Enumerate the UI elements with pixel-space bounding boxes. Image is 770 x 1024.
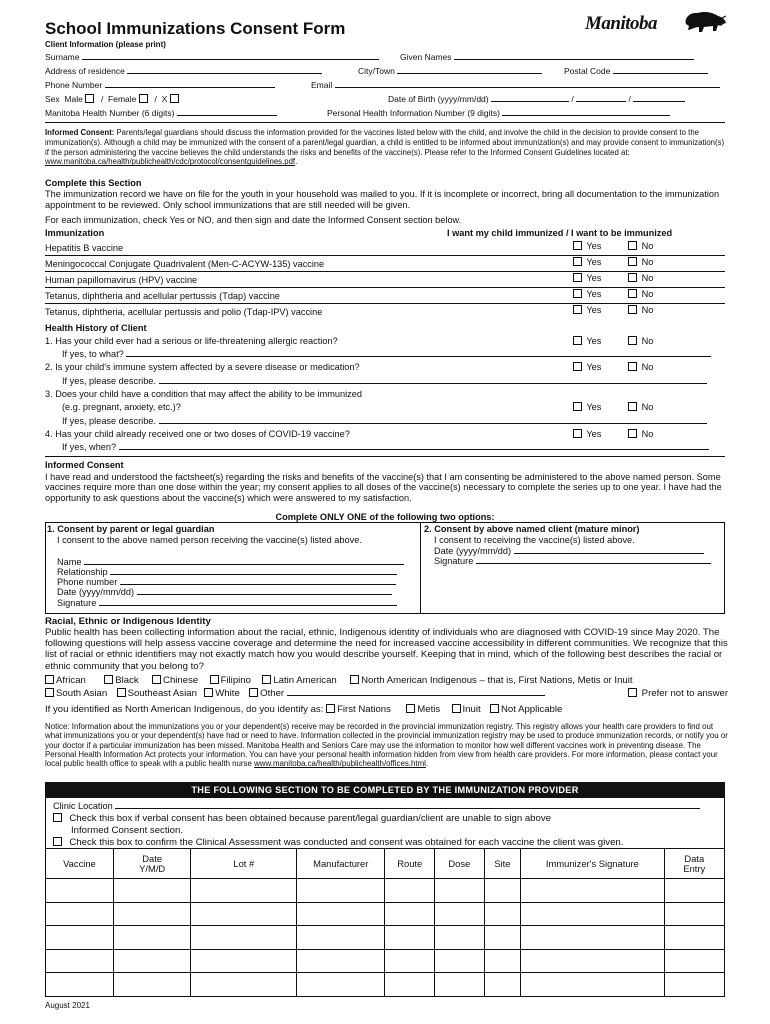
provider-table-header [46, 849, 725, 879]
option-not-applicable[interactable] [490, 704, 562, 715]
mhn-field[interactable] [45, 108, 277, 118]
signature-label: Signature [434, 556, 474, 566]
table-cell[interactable] [46, 949, 114, 973]
checkbox-icon[interactable] [406, 704, 415, 713]
surname-label: Surname [45, 52, 80, 62]
consent-guidelines-link[interactable]: www.manitoba.ca/health/publichealth/cdc/protocol/consentguidelines.pdf [45, 157, 296, 167]
option-southeast-asian[interactable] [117, 688, 197, 699]
email-label: Email [311, 80, 333, 90]
racial-heading: Racial, Ethnic or Indigenous Identity [45, 616, 211, 627]
q3-no[interactable] [628, 402, 653, 413]
sex-field [45, 94, 181, 104]
table-cell[interactable] [435, 949, 485, 973]
table-cell[interactable] [191, 926, 297, 950]
table-cell[interactable] [664, 902, 724, 926]
dob-label: Date of Birth (yyyy/mm/dd) [388, 94, 489, 104]
checkbox-icon[interactable] [628, 429, 637, 438]
page-title: School Immunizations Consent Form [45, 19, 346, 38]
no-label: No [641, 402, 654, 412]
checkbox-icon[interactable] [628, 362, 637, 371]
period: . [425, 759, 429, 769]
q2-follow-label: If yes, please describe. [62, 376, 156, 386]
column-header: Lot # [191, 849, 297, 879]
racial-row-2 [45, 688, 545, 699]
table-cell[interactable] [435, 973, 485, 997]
dob-separator: / [571, 94, 574, 104]
yes-label: Yes [586, 305, 602, 315]
table-cell[interactable] [484, 949, 521, 973]
table-cell[interactable] [191, 902, 297, 926]
checkbox-icon[interactable] [262, 675, 271, 684]
checkbox-icon[interactable] [53, 813, 62, 822]
surname-field[interactable] [45, 52, 379, 62]
table-cell[interactable] [521, 879, 664, 903]
vaccine-no[interactable] [628, 305, 653, 316]
yes-label: Yes [586, 289, 602, 299]
q3-yes[interactable] [573, 402, 601, 413]
q4-yes[interactable] [573, 429, 601, 440]
table-cell[interactable] [113, 879, 191, 903]
column-header: Manufacturer [297, 849, 385, 879]
q1-no[interactable] [628, 336, 653, 347]
options-divider [420, 522, 421, 614]
checkbox-icon[interactable] [628, 289, 637, 298]
column-header: Vaccine [46, 849, 114, 879]
q3-follow-field[interactable] [62, 416, 707, 427]
checkbox-icon[interactable] [152, 675, 161, 684]
dob-separator: / [628, 94, 631, 104]
checkbox-icon[interactable] [573, 257, 582, 266]
vaccine-name: Human papillomavirus (HPV) vaccine [45, 275, 198, 285]
clinic-location-label: Clinic Location [53, 801, 113, 811]
vaccine-no[interactable] [628, 289, 653, 300]
option-black[interactable] [104, 675, 138, 686]
table-cell[interactable] [297, 902, 385, 926]
checkbox-icon[interactable] [350, 675, 359, 684]
column-header: Site [484, 849, 521, 879]
q1-yes[interactable] [573, 336, 601, 347]
q4-no[interactable] [628, 429, 653, 440]
notice-text [45, 722, 728, 768]
checkbox-icon[interactable] [452, 704, 461, 713]
table-cell[interactable] [191, 973, 297, 997]
q3-follow-label: If yes, please describe. [62, 416, 156, 426]
vaccine-name: Meningococcal Conjugate Quadrivalent (Men-C-ACYW-135) vaccine [45, 259, 325, 269]
racial-text: Public health has been collecting information about the racial, ethnic, Indigenous identity of individuals who are diagnosed with COVID-19 since May 2020. The following questions will help assess vaccine coverage and determine the need for increased vaccine accessibility in different communities. We recognize that this list of racial or ethnic identifiers may not exactly match how you would describe yourself. Keeping that in mind, which of the following best describes the racial or ethnic community that you belong to? [45, 627, 728, 672]
option1-date-field[interactable] [57, 587, 392, 598]
no-label: No [641, 241, 654, 251]
complete-section-heading: Complete this Section [45, 178, 142, 188]
address-label: Address of residence [45, 66, 125, 76]
table-cell[interactable] [484, 973, 521, 997]
option-label: Inuit [462, 704, 481, 715]
provider-banner-text: THE FOLLOWING SECTION TO BE COMPLETED BY THE IMMUNIZATION PROVIDER [191, 785, 579, 795]
indigenous-question-label: If you identified as North American Indigenous, do you identify as: [45, 704, 324, 715]
option2-text: I consent to receiving the vaccine(s) listed above. [434, 535, 635, 545]
email-field[interactable] [311, 80, 720, 90]
divider [45, 122, 725, 123]
option-first-nations[interactable] [326, 704, 391, 715]
verbal-consent-check[interactable] [53, 813, 551, 824]
table-cell[interactable] [46, 926, 114, 950]
date-label: Date (yyyy/mm/dd) [434, 546, 512, 556]
table-cell[interactable] [385, 902, 435, 926]
q1-follow-label: If yes, to what? [62, 349, 124, 359]
option-prefer-not[interactable] [628, 688, 728, 699]
column-header: Data Entry [664, 849, 724, 879]
q2-text: 2. Is your child's immune system affected by a severe disease or medication? [45, 362, 360, 372]
vaccine-no[interactable] [628, 273, 653, 284]
informed-consent-text: I have read and understood the factsheet(s) regarding the risks and benefits of the vaccine(s) that I am consenting be administered to the above named person. Some vaccines require more than one dose within the year; my consent applies to all doses of the vaccine(s) necessary to complete the series up to one year. I have had the opportunity to ask questions about the vaccine(s) which were answered to my satisfaction. [45, 472, 722, 503]
address-field[interactable] [45, 66, 322, 76]
column-header: Immunizer's Signature [521, 849, 664, 879]
table-cell[interactable] [113, 926, 191, 950]
option-inuit[interactable] [452, 704, 481, 715]
phone-field[interactable] [45, 80, 275, 90]
city-label: City/Town [358, 66, 395, 76]
table-row [46, 879, 725, 903]
q4-follow-field[interactable] [62, 442, 709, 453]
table-cell[interactable] [385, 973, 435, 997]
checkbox-icon[interactable] [210, 675, 219, 684]
option-label: Prefer not to answer [641, 688, 729, 699]
checkbox-icon[interactable] [573, 273, 582, 282]
table-cell[interactable] [521, 949, 664, 973]
table-cell[interactable] [435, 902, 485, 926]
notice-body: Notice: Information about the immunizations you or your dependent(s) receive may be recorded in the provincial immunization registry. This registry allows your health care providers to find out what immunizations you or your dependent(s) have had or need to have. Information collected in the provincial immunization registry may be used to produce immunization records, or notify you or your doctor if a particular immunization has been missed. Manitoba Health and Seniors Care may use the information to monitor how well different vaccines work in preventing disease. The Personal Health Information Act protects your information. You can have your personal health information hidden from view from health care providers. For more information, please contact your local public health office to speak with a public health nurse [45, 722, 728, 769]
q3-text: 3. Does your child have a condition that may affect the ability to be immunized [45, 389, 362, 399]
relationship-label: Relationship [57, 567, 108, 577]
vaccine-name: Tetanus, diphtheria, acellular pertussis and polio (Tdap-IPV) vaccine [45, 307, 323, 317]
table-cell[interactable] [297, 879, 385, 903]
option-label: First Nations [337, 704, 391, 715]
vaccine-no[interactable] [628, 241, 653, 252]
table-cell[interactable] [664, 879, 724, 903]
offices-link[interactable]: www.manitoba.ca/health/publichealth/offices.html [254, 759, 426, 769]
table-cell[interactable] [484, 902, 521, 926]
row-divider [45, 255, 725, 256]
vaccine-yes[interactable] [573, 257, 601, 268]
option-label: Southeast Asian [127, 688, 197, 699]
q2-no[interactable] [628, 362, 653, 373]
sex-label: Sex [45, 94, 60, 104]
checkbox-icon[interactable] [490, 704, 499, 713]
table-cell[interactable] [46, 902, 114, 926]
row-divider [45, 303, 725, 304]
option-label: African [56, 675, 86, 686]
q1-follow-field[interactable] [62, 349, 711, 360]
table-cell[interactable] [664, 949, 724, 973]
option-label: Other [260, 688, 285, 699]
racial-row-1 [45, 675, 633, 686]
no-label: No [641, 336, 654, 346]
option-north-american-indigenous[interactable] [350, 675, 632, 686]
table-cell[interactable] [484, 926, 521, 950]
column-header: Date Y/M/D [113, 849, 191, 879]
table-cell[interactable] [113, 949, 191, 973]
checkbox-icon[interactable] [628, 241, 637, 250]
postal-code-field[interactable] [564, 66, 708, 76]
checkbox-icon[interactable] [628, 688, 637, 697]
table-cell[interactable] [113, 973, 191, 997]
checkbox-icon[interactable] [628, 273, 637, 282]
option1-text: I consent to the above named person receiving the vaccine(s) listed above. [57, 535, 362, 545]
x-label: X [161, 94, 168, 104]
vaccine-no[interactable] [628, 257, 653, 268]
informed-consent-intro-text: Parents/legal guardians should discuss the information provided for the vaccines listed below with the child, and involve the child in the decision to provide consent to the immunization(s). Although a child may be immunized with the consent of a parent/legal guardian, a child is entitled to be informed about immunization(s) and may provide consent to immunization(s) if the person administering the vaccine believes the child understands the risks and benefits of the vaccine(s). Please refer to the Informed Consent Guidelines located at: [45, 128, 725, 157]
option2-heading: 2. Consent by above named client (mature minor) [424, 524, 640, 534]
vaccine-yes[interactable] [573, 241, 601, 252]
q2-yes[interactable] [573, 362, 601, 373]
checkbox-icon[interactable] [104, 675, 113, 684]
no-label: No [641, 305, 654, 315]
vaccine-yes[interactable] [573, 289, 601, 300]
clinical-assessment-check[interactable] [53, 837, 623, 848]
vaccine-yes[interactable] [573, 305, 601, 316]
table-cell[interactable] [113, 902, 191, 926]
no-label: No [641, 429, 654, 439]
option-label: Not Applicable [501, 704, 563, 715]
female-checkbox[interactable] [139, 94, 148, 103]
table-cell[interactable] [385, 949, 435, 973]
checkbox-icon[interactable] [628, 305, 637, 314]
option-label: Latin American [273, 675, 337, 686]
immunized-col-header: I want my child immunized / I want to be immunized [447, 228, 673, 238]
checkbox-icon[interactable] [573, 241, 582, 250]
table-cell[interactable] [435, 879, 485, 903]
male-label: Male [64, 94, 83, 104]
table-cell[interactable] [297, 949, 385, 973]
yes-label: Yes [586, 402, 602, 412]
checkbox-icon[interactable] [53, 837, 62, 846]
option-label: North American Indigenous – that is, First Nations, Metis or Inuit [361, 675, 633, 686]
divider [45, 456, 725, 457]
phone-label: Phone Number [45, 80, 103, 90]
x-checkbox[interactable] [170, 94, 179, 103]
option1-heading: 1. Consent by parent or legal guardian [47, 524, 215, 534]
city-field[interactable] [358, 66, 542, 76]
indigenous-question [45, 704, 562, 715]
table-cell[interactable] [191, 879, 297, 903]
table-row [46, 926, 725, 950]
checkbox-icon[interactable] [45, 688, 54, 697]
clinic-location-field[interactable] [53, 801, 700, 812]
option-other[interactable] [249, 688, 545, 699]
yes-label: Yes [586, 241, 602, 251]
informed-consent-heading: Informed Consent [45, 460, 124, 470]
column-header: Dose [435, 849, 485, 879]
postal-code-label: Postal Code [564, 66, 611, 76]
immunization-col-header: Immunization [45, 228, 105, 238]
table-cell[interactable] [664, 926, 724, 950]
table-cell[interactable] [385, 926, 435, 950]
phin-field[interactable] [327, 108, 670, 118]
option-label: Chinese [163, 675, 199, 686]
option2-signature-field[interactable] [434, 556, 711, 567]
option-metis[interactable] [406, 704, 440, 715]
date-label: Date (yyyy/mm/dd) [57, 587, 135, 597]
logo-text: Manitoba [585, 13, 658, 34]
phone-number-label: Phone number [57, 577, 118, 587]
checkbox-icon[interactable] [573, 362, 582, 371]
checkbox-icon[interactable] [573, 305, 582, 314]
table-cell[interactable] [484, 879, 521, 903]
option-label: Black [115, 675, 139, 686]
verbal-consent-label-2: Informed Consent section. [71, 825, 183, 836]
yes-label: Yes [586, 257, 602, 267]
table-cell[interactable] [521, 926, 664, 950]
informed-consent-intro [45, 128, 725, 167]
table-cell[interactable] [664, 973, 724, 997]
no-label: No [641, 273, 654, 283]
table-cell[interactable] [46, 879, 114, 903]
option1-signature-field[interactable] [57, 598, 397, 609]
checkbox-icon[interactable] [573, 336, 582, 345]
q2-follow-field[interactable] [62, 376, 707, 387]
client-info-heading: Client Information (please print) [45, 40, 166, 49]
checkbox-icon[interactable] [117, 688, 126, 697]
clinical-assessment-label: Check this box to confirm the Clinical Assessment was conducted and consent was obtained for each vaccine the client was given. [69, 837, 624, 848]
yes-label: Yes [586, 336, 602, 346]
option-chinese[interactable] [152, 675, 198, 686]
checkbox-icon[interactable] [628, 402, 637, 411]
yes-label: Yes [586, 429, 602, 439]
table-cell[interactable] [297, 926, 385, 950]
checkbox-icon[interactable] [573, 289, 582, 298]
signature-label: Signature [57, 598, 97, 608]
q1-text: 1. Has your child ever had a serious or life-threatening allergic reaction? [45, 336, 338, 346]
provider-table [45, 848, 725, 997]
health-history-heading: Health History of Client [45, 323, 147, 333]
option-label: Filipino [220, 675, 251, 686]
option-filipino[interactable] [210, 675, 251, 686]
q3-text-2: (e.g. pregnant, anxiety, etc.)? [62, 402, 181, 412]
checkbox-icon[interactable] [628, 257, 637, 266]
table-cell[interactable] [521, 973, 664, 997]
row-divider [45, 287, 725, 288]
row-divider [45, 271, 725, 272]
checkbox-icon[interactable] [204, 688, 213, 697]
checkbox-icon[interactable] [628, 336, 637, 345]
given-names-field[interactable] [400, 52, 694, 62]
yes-label: Yes [586, 362, 602, 372]
mhn-label: Manitoba Health Number (6 digits) [45, 108, 175, 118]
option-latin-american[interactable] [262, 675, 336, 686]
verbal-consent-label: Check this box if verbal consent has been obtained because parent/legal guardian/client are unable to sign above [69, 813, 551, 824]
informed-consent-intro-label: Informed Consent: [45, 128, 115, 137]
vaccine-name: Tetanus, diphtheria and acellular pertussis (Tdap) vaccine [45, 291, 280, 301]
table-cell[interactable] [297, 973, 385, 997]
option-south-asian[interactable] [45, 688, 107, 699]
no-label: No [641, 362, 654, 372]
option-label: White [215, 688, 240, 699]
no-label: No [641, 257, 654, 267]
dob-field[interactable] [388, 94, 685, 104]
table-row [46, 973, 725, 997]
name-label: Name [57, 557, 82, 567]
table-row [46, 949, 725, 973]
checkbox-icon[interactable] [249, 688, 258, 697]
q4-follow-label: If yes, when? [62, 442, 117, 452]
complete-section-text: The immunization record we have on file for the youth in your household was mailed to you. If it is incomplete or incorrect, bring all documentation to the immunization appointment to be reviewed. Only school immunizations that are still needed will be given. [45, 189, 720, 210]
sex-separator: / [100, 94, 104, 104]
option-african[interactable] [45, 675, 86, 686]
immunization-instruction: For each immunization, check Yes or NO, and then sign and date the Informed Consent section below. [45, 215, 462, 225]
no-label: No [641, 289, 654, 299]
table-cell[interactable] [385, 879, 435, 903]
one-option-heading: Complete ONLY ONE of the following two options: [275, 512, 495, 522]
option-white[interactable] [204, 688, 240, 699]
column-header: Route [385, 849, 435, 879]
table-cell[interactable] [46, 973, 114, 997]
checkbox-icon[interactable] [45, 675, 54, 684]
vaccine-yes[interactable] [573, 273, 601, 284]
manitoba-logo [585, 13, 657, 35]
table-row [46, 902, 725, 926]
vaccine-name: Hepatitis B vaccine [45, 243, 124, 253]
phin-label: Personal Health Information Number (9 digits) [327, 108, 500, 118]
checkbox-icon[interactable] [573, 429, 582, 438]
female-label: Female [108, 94, 137, 104]
bison-icon [682, 10, 728, 36]
option-label: South Asian [56, 688, 108, 699]
footer-date: August 2021 [45, 1001, 90, 1010]
option-label: Metis [417, 704, 441, 715]
male-checkbox[interactable] [85, 94, 94, 103]
table-cell[interactable] [521, 902, 664, 926]
table-cell[interactable] [435, 926, 485, 950]
sex-separator: / [154, 94, 157, 104]
checkbox-icon[interactable] [573, 402, 582, 411]
yes-label: Yes [586, 273, 602, 283]
given-names-label: Given Names [400, 52, 452, 62]
table-cell[interactable] [191, 949, 297, 973]
checkbox-icon[interactable] [326, 704, 335, 713]
q4-text: 4. Has your child already received one or two doses of COVID-19 vaccine? [45, 429, 350, 439]
period: . [295, 157, 298, 167]
